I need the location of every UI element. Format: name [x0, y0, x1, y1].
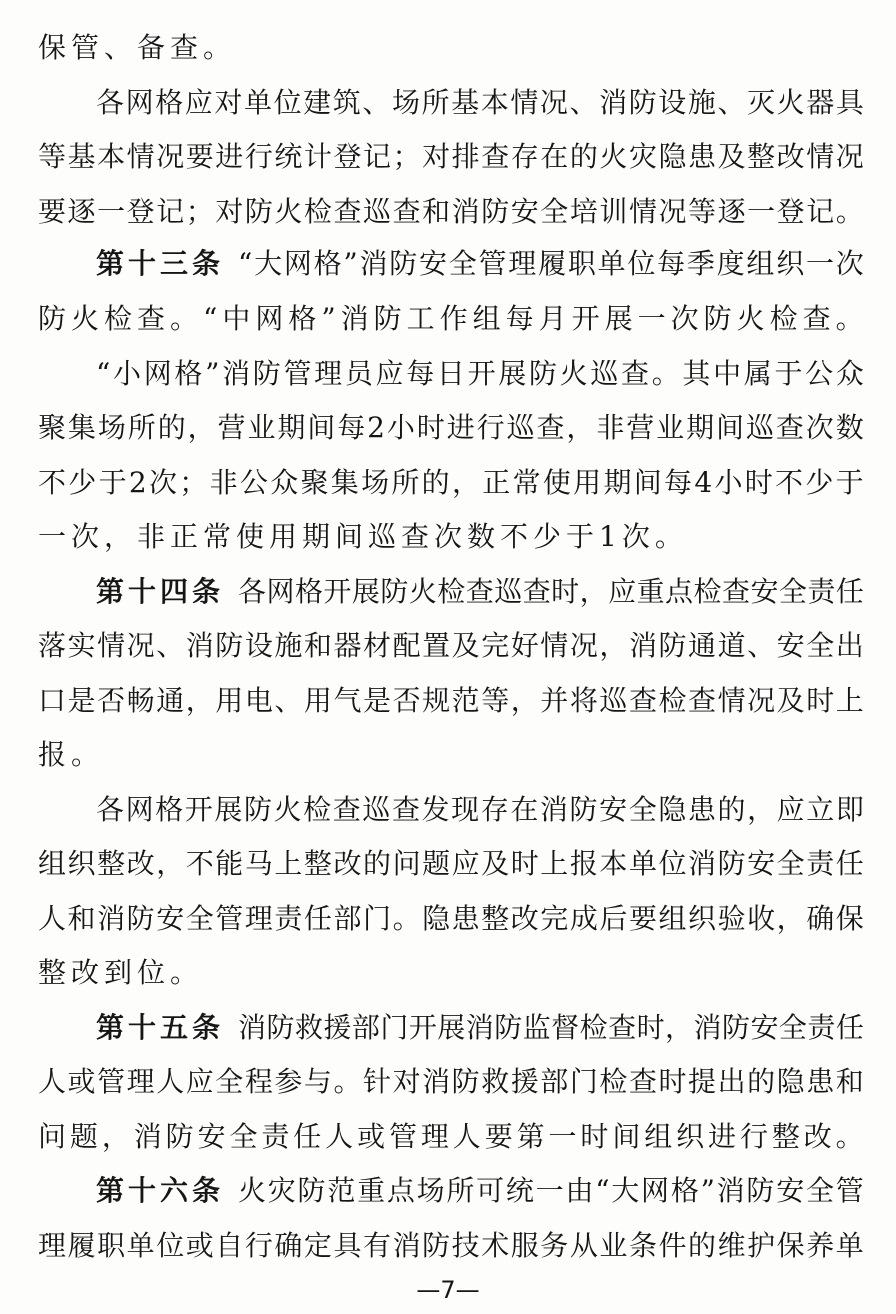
- article-15-heading: 第十五条: [96, 1011, 225, 1044]
- body-line-2: 各 网 格 应 对 单 位 建 筑 、 场 所 基 本 情 况 、 消 防 设 施 、 灭 火 器 具: [96, 86, 864, 119]
- article-13-line-2: 防 火 检 查 。 “ 中 网 格 ” 消 防 工 作 组 每 月 开 展 一 次 防 火 检 查 。: [38, 302, 864, 335]
- body-line-17: 人 和 消 防 安 全 管 理 责 任 部 门 。 隐 患 整 改 完 成 后 要 组 织 验 收 ， 确 保: [38, 902, 864, 935]
- article-15-line-3: 问 题 ， 消 防 安 全 责 任 人 或 管 理 人 要 第 一 时 间 组 织 进 行 整 改 。: [38, 1120, 864, 1153]
- body-line-9: 不 少 于 2 次 ； 非 公 众 聚 集 场 所 的 ， 正 常 使 用 期 间 每 4 小 时 不 少 于: [38, 466, 864, 499]
- article-14-heading: 第十四条: [96, 575, 225, 608]
- page-number: —7—: [416, 1276, 480, 1304]
- body-line-3: 等 基 本 情 况 要 进 行 统 计 登 记 ； 对 排 查 存 在 的 火 灾 隐 患 及 整 改 情 况: [38, 140, 864, 173]
- article-14-line-4: 报。: [38, 738, 105, 771]
- article-13-line-1: 第十三条 “ 大 网 格 ” 消 防 安 全 管 理 履 职 单 位 每 季 度 组 织 一 次: [96, 247, 864, 280]
- article-15-line-1: 第十五条 消 防 救 援 部 门 开 展 消 防 监 督 检 查 时 ， 消 防 安 全 责 任: [96, 1011, 864, 1044]
- article-16-line-2: 理 履 职 单 位 或 自 行 确 定 具 有 消 防 技 术 服 务 从 业 条 件 的 维 护 保 养 单: [38, 1229, 864, 1262]
- body-line-18: 整改到位。: [38, 956, 204, 989]
- body-line-4: 要 逐 一 登 记 ； 对 防 火 检 查 巡 查 和 消 防 安 全 培 训 情 况 等 逐 一 登 记 。: [38, 195, 864, 228]
- body-line-7: “ 小 网 格 ” 消 防 管 理 员 应 每 日 开 展 防 火 巡 查 。 其 中 属 于 公 众: [96, 357, 864, 390]
- article-13-heading: 第十三条: [96, 247, 225, 280]
- article-15-line-2: 人 或 管 理 人 应 全 程 参 与 。 针 对 消 防 救 援 部 门 检 查 时 提 出 的 隐 患 和: [38, 1065, 864, 1098]
- body-line-1: 保管、备查。: [38, 31, 237, 64]
- article-16-heading: 第十六条: [96, 1174, 225, 1207]
- body-line-16: 组 织 整 改 ， 不 能 马 上 整 改 的 问 题 应 及 时 上 报 本 单 位 消 防 安 全 责 任: [38, 847, 864, 880]
- body-line-8: 聚 集 场 所 的 ， 营 业 期 间 每 2 小 时 进 行 巡 查 ， 非 营 业 期 间 巡 查 次 数: [38, 411, 864, 444]
- article-14-line-3: 口 是 否 畅 通 ， 用 电 、 用 气 是 否 规 范 等 ， 并 将 巡 查 检 查 情 况 及 时 上: [38, 684, 864, 717]
- article-14-line-2: 落 实 情 况 、 消 防 设 施 和 器 材 配 置 及 完 好 情 况 ， 消 防 通 道 、 安 全 出: [38, 629, 864, 662]
- body-line-10: 一次，非正常使用期间巡查次数不少于1次。: [38, 520, 688, 553]
- article-14-line-1: 第十四条 各 网 格 开 展 防 火 检 查 巡 查 时 ， 应 重 点 检 查 安 全 责 任: [96, 575, 864, 608]
- body-line-15: 各 网 格 开 展 防 火 检 查 巡 查 发 现 存 在 消 防 安 全 隐 患 的 ， 应 立 即: [96, 793, 864, 826]
- article-16-line-1: 第十六条 火 灾 防 范 重 点 场 所 可 统 一 由 “ 大 网 格 ” 消 防 安 全 管: [96, 1174, 864, 1207]
